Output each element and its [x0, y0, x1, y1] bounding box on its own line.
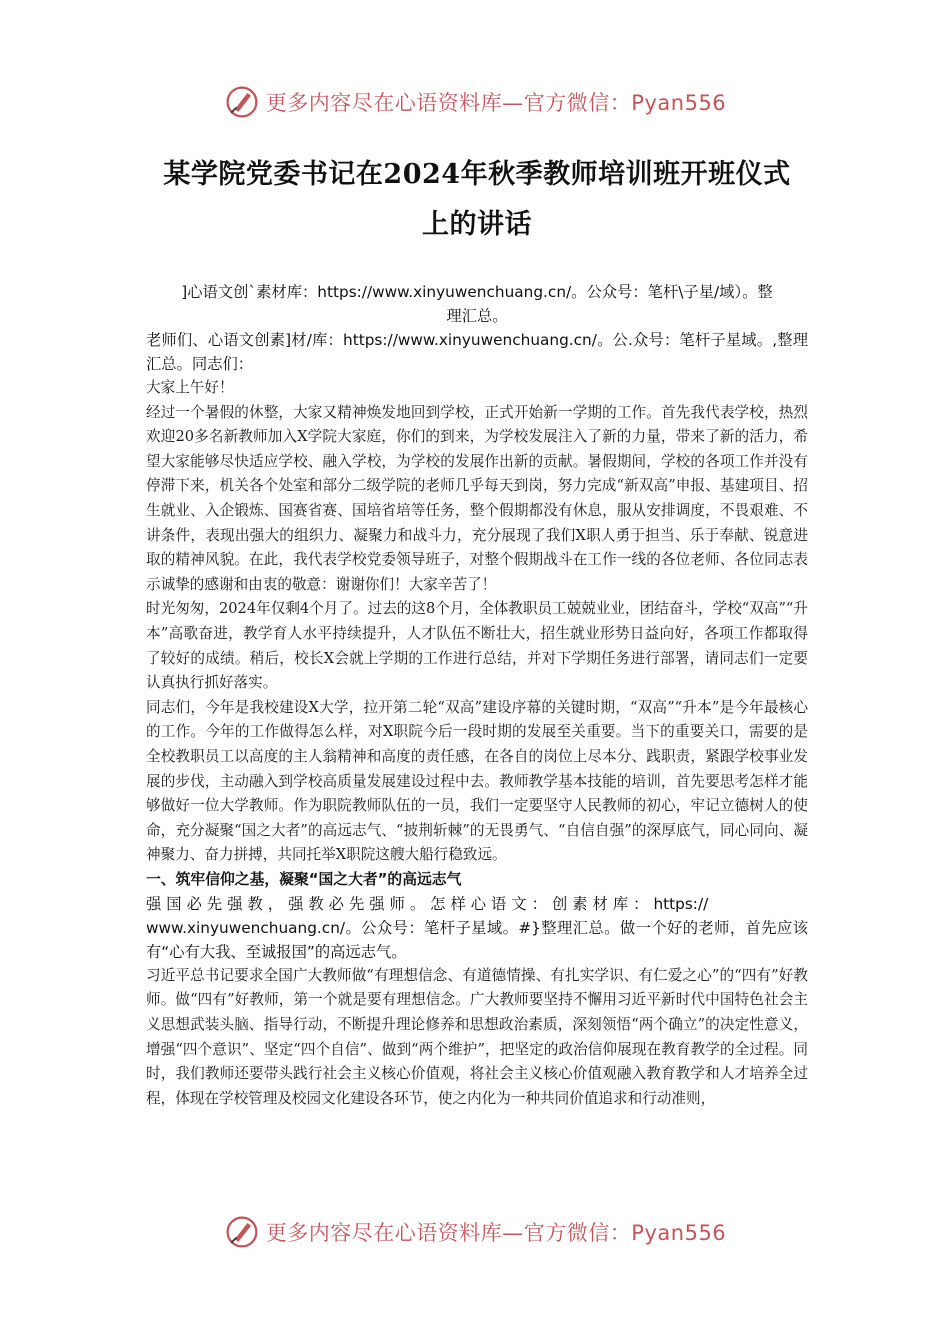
pen-circle-logo-icon [224, 1214, 260, 1250]
paragraph-3: 同志们，今年是我校建设X大学，拉开第二轮“双高”建设序幕的关键时期，“双高”“升本”是今年最核心的工作。今年的工作做得怎么样，对X职院今后一段时期的发展至关重要。当下的重要关口，需要的是全校教职员工以高度的主人翁精神和高度的责任感，在各自的岗位上尽本分、践职责，紧跟学校事业发展的步伐，主动融入到学校高质量发展建设过程中去。教师教学基本技能的培训，首先要思考怎样才能够做好一位大学教师。作为职院教师队伍的一员，我们一定要坚守人民教师的初心，牢记立德树人的使命，充分凝聚“国之大者”的高远志气、“披荆斩棘”的无畏勇气、“自信自强”的深厚底气，同心同向、凝神聚力、奋力拼搏，共同托举X职院这艘大船行稳致远。 [146, 698, 808, 864]
footer-banner [0, 1210, 950, 1254]
pen-circle-logo-icon [224, 84, 260, 120]
document-title [146, 150, 808, 250]
watermark-text-2: 老师们、心语文创素]材/库：https://www.xinyuwenchuang.cn/。公.众号：笔杆子星域。,整理汇总。同志们： [146, 331, 808, 373]
banner-text: 更多内容尽在心语资料库—官方微信：Pyan556 [265, 91, 727, 115]
section-1-heading: 一、筑牢信仰之基，凝聚“国之大者”的高远志气 [146, 870, 462, 888]
header-banner [0, 80, 950, 124]
paragraph-2: 时光匆匆，2024年仅剩4个月了。过去的这8个月，全体教职员工兢兢业业，团结奋斗，学校“双高”“升本”高歌奋进，教学育人水平持续提升，人才队伍不断壮大，招生就业形势日益向好，各项工作都取得了较好的成绩。稍后，校长X会就上学期的工作进行总结，并对下学期任务进行部署，请同志们一定要认真执行抓好落实。 [146, 600, 808, 692]
watermark-text-3-line-2: www.xinyuwenchuang.cn/。公众号：笔杆子星域。#}整理汇总。做一个好的老师，首先应该有“心有大我、至诚报国”的高远志气。 [146, 918, 808, 961]
watermark-text-1-line-1: ]心语文创`素材库：https://www.xinyuwenchuang.cn/。公众号：笔杆\子星/域）。整 [181, 283, 773, 301]
title-line-2: 上的讲话 [422, 209, 532, 240]
document-body [146, 150, 808, 1111]
watermark-text-3 [146, 892, 808, 964]
watermark-text-3-line-1: 强国必先强教，强教必先强师。怎样心语文：创素材库： [146, 894, 654, 913]
watermark-text-1 [146, 280, 808, 328]
watermark-text-3-url-tail: https:// [653, 894, 709, 913]
watermark-text-1-line-2: 理汇总。 [446, 307, 508, 325]
banner-text-footer: 更多内容尽在心语资料库—官方微信：Pyan556 [265, 1221, 727, 1245]
greeting: 大家上午好！ [146, 379, 234, 396]
paragraph-4: 习近平总书记要求全国广大教师做“有理想信念、有道德情操、有扎实学识、有仁爱之心”的“四有”好教师。做“四有”好教师，第一个就是要有理想信念。广大教师要坚持不懈用习近平新时代中国特色社会主义思想武装头脑、指导行动，不断提升理论修养和思想政治素质，深刻领悟“两个确立”的决定性意义，增强“四个意识”、坚定“四个自信”、做到“两个维护”，把坚定的政治信仰展现在教育教学的全过程。同时，我们教师还要带头践行社会主义核心价值观，将社会主义核心价值观融入教育教学和人才培养全过程，体现在学校管理及校园文化建设各环节，使之内化为一种共同价值追求和行动准则， [146, 966, 808, 1107]
title-line-1: 某学院党委书记在2024年秋季教师培训班开班仪式 [163, 159, 791, 190]
paragraph-1: 经过一个暑假的休整，大家又精神焕发地回到学校，正式开始新一学期的工作。首先我代表学校，热烈欢迎20多名新教师加入X学院大家庭，你们的到来，为学校发展注入了新的力量，带来了新的活力，希望大家能够尽快适应学校、融入学校，为学校的发展作出新的贡献。暑假期间，学校的各项工作并没有停滞下来，机关各个处室和部分二级学院的老师几乎每天到岗，努力完成“新双高”申报、基建项目、招生就业、入企锻炼、国赛省赛、国培省培等任务，整个假期都没有休息，服从安排调度，不畏艰难、不讲条件，表现出强大的组织力、凝聚力和战斗力，充分展现了我们X职人勇于担当、乐于奉献、锐意进取的精神风貌。在此，我代表学校党委领导班子，对整个假期战斗在工作一线的各位老师、各位同志表示诚挚的感谢和由衷的敬意：谢谢你们！大家辛苦了！ [146, 403, 808, 593]
